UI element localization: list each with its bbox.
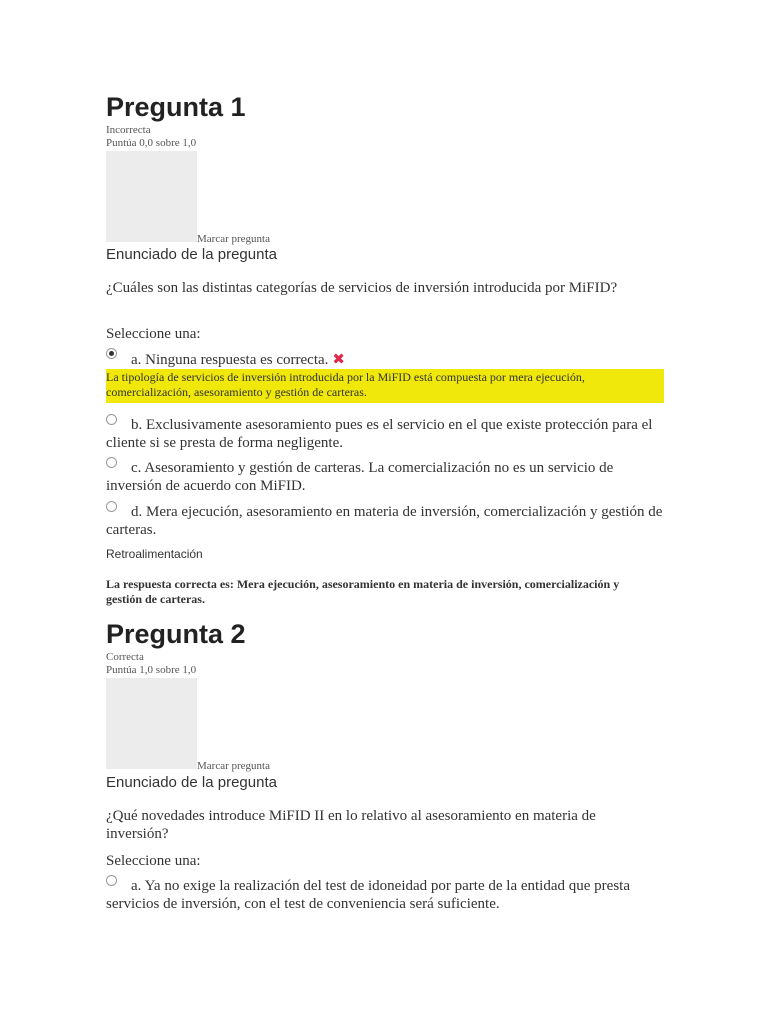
answer-text: a. Ya no exige la realización del test de idoneidad por parte de la entidad que presta servicios de inversión, con el test de conveniencia será suficiente.: [106, 878, 630, 912]
question-grade: Puntúa 1,0 sobre 1,0: [106, 664, 197, 676]
question-1-info: [106, 92, 246, 122]
x-mark-icon: ✖: [332, 350, 345, 368]
question-title: Pregunta 1: [106, 92, 246, 122]
select-one-prompt: Seleccione una:: [106, 326, 201, 342]
answer-text: b. Exclusivamente asesoramiento pues es el servicio en el que existe protección para el cliente si se presta de forma negligente.: [106, 417, 653, 451]
answer-option-a[interactable]: [106, 877, 666, 913]
flag-question-area: [106, 151, 406, 245]
radio-unselected-icon[interactable]: [106, 414, 117, 425]
answer-text: d. Mera ejecución, asesoramiento en materia de inversión, comercialización y gestión de carteras.: [106, 504, 663, 538]
answer-option-c[interactable]: [106, 459, 666, 495]
flag-question-button[interactable]: [106, 151, 197, 242]
flag-question-label[interactable]: Marcar pregunta: [197, 760, 270, 772]
answer-text: c. Asesoramiento y gestión de carteras. La comercialización no es un servicio de inversión de acuerdo con MiFID.: [106, 460, 614, 494]
answer-text: a. Ninguna respuesta es correcta.: [131, 352, 329, 368]
question-grade: Puntúa 0,0 sobre 1,0: [106, 137, 197, 149]
flag-question-area: [106, 678, 406, 772]
right-answer: La respuesta correcta es: Mera ejecución, asesoramiento en materia de inversión, comercialización y gestión de carteras.: [106, 577, 620, 606]
question-2-info: [106, 619, 246, 649]
answer-option-d[interactable]: [106, 503, 666, 539]
select-one-prompt: Seleccione una:: [106, 853, 201, 869]
question-statement-heading: Enunciado de la pregunta: [106, 774, 277, 791]
question-text: ¿Qué novedades introduce MiFID II en lo relativo al asesoramiento en materia de inversión?: [106, 808, 596, 842]
flag-question-button[interactable]: [106, 678, 197, 769]
radio-unselected-icon[interactable]: [106, 501, 117, 512]
flag-question-label[interactable]: Marcar pregunta: [197, 233, 270, 245]
radio-selected-icon[interactable]: [106, 348, 117, 359]
feedback-heading: Retroalimentación: [106, 547, 203, 561]
answer-option-b[interactable]: [106, 416, 666, 452]
question-state: Correcta: [106, 651, 144, 663]
radio-unselected-icon[interactable]: [106, 875, 117, 886]
answer-option-a[interactable]: [106, 350, 666, 369]
question-state: Incorrecta: [106, 124, 151, 136]
question-title: Pregunta 2: [106, 619, 246, 649]
specific-feedback: La tipología de servicios de inversión introducida por la MiFID está compuesta por mera ejecución, comercialización, asesoramiento y gestión de carteras.: [106, 369, 664, 403]
radio-unselected-icon[interactable]: [106, 457, 117, 468]
question-statement-heading: Enunciado de la pregunta: [106, 246, 277, 263]
question-text: ¿Cuáles son las distintas categorías de servicios de inversión introducida por MiFID?: [106, 280, 618, 296]
